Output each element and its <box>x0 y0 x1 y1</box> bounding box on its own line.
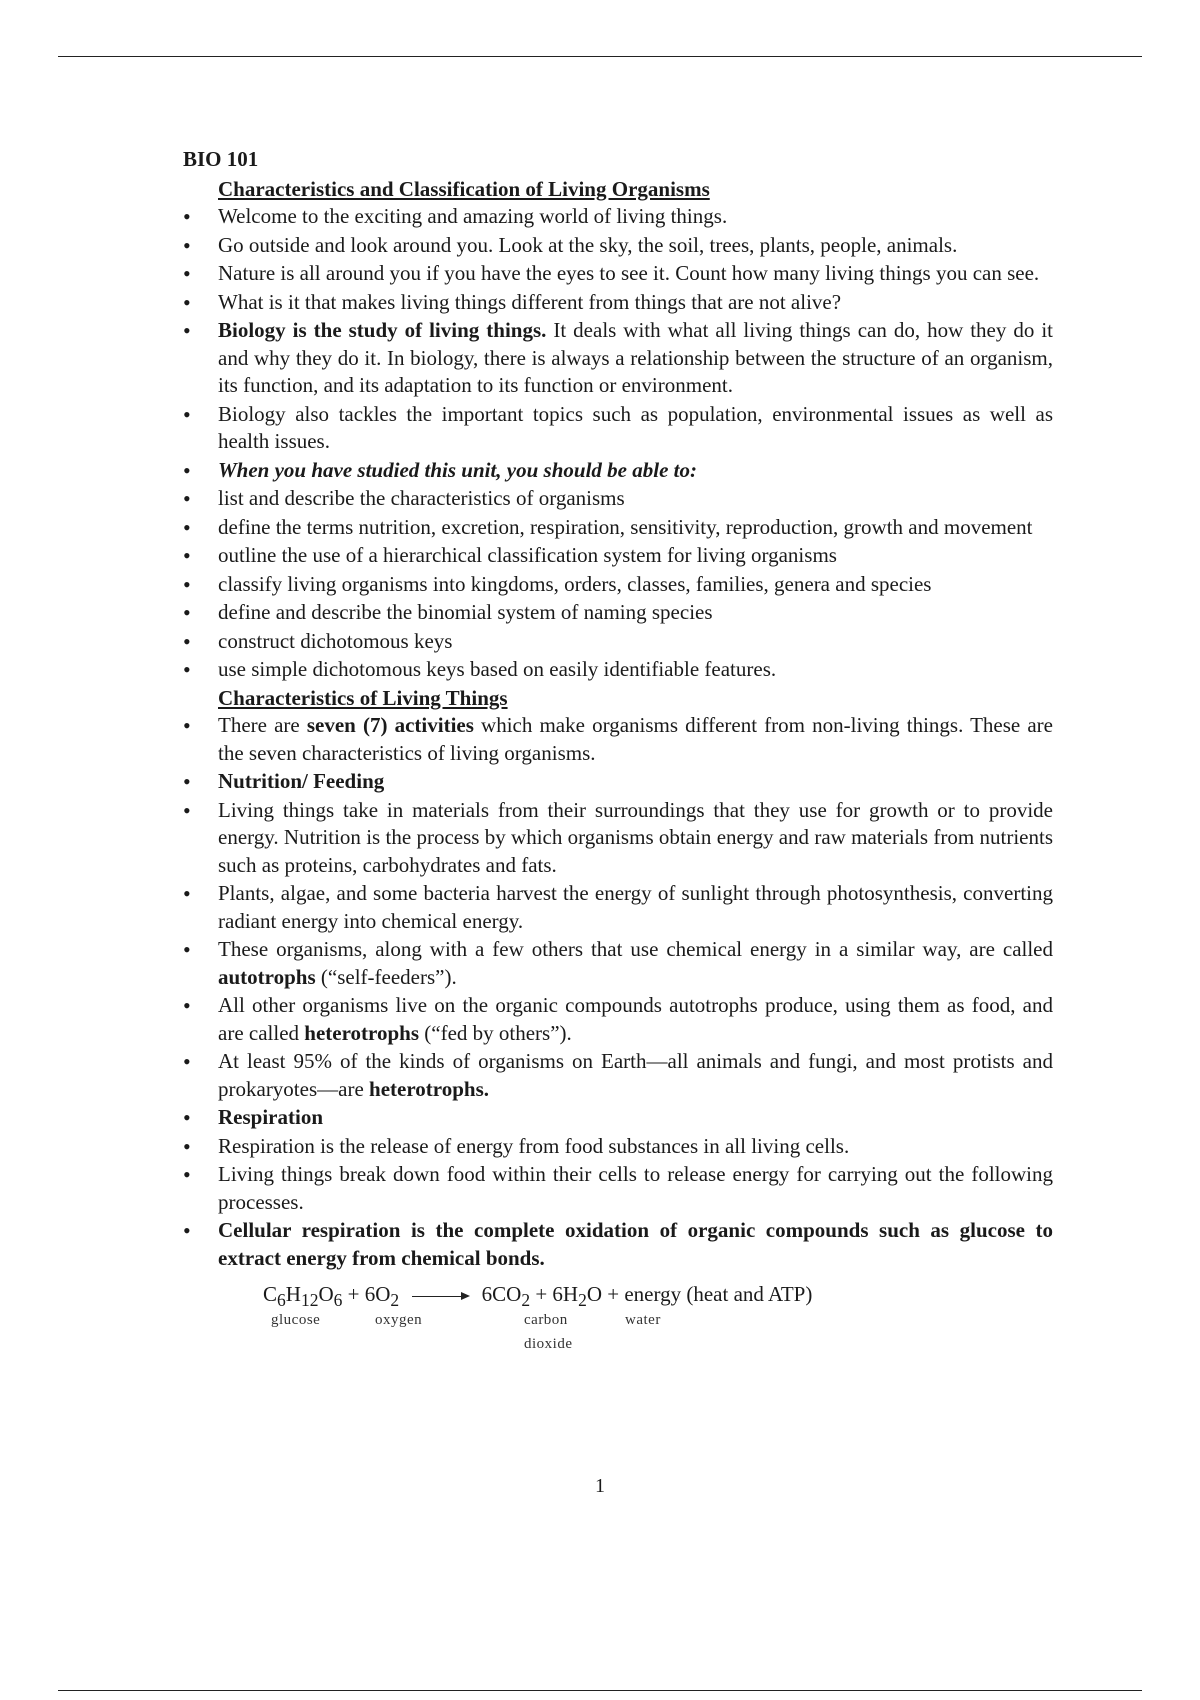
list-item: • Living things break down food within their cells to release energy for carrying out the following processes. <box>183 1161 1053 1216</box>
energy-text: energy (heat and ATP) <box>624 1282 813 1306</box>
oxygen-formula: $6O_2$ <box>364 1282 400 1311</box>
document-body <box>183 146 1053 1362</box>
list-item <box>183 768 1053 796</box>
co2-formula: $6CO_2$ <box>481 1282 531 1311</box>
bottom-rule <box>58 1690 1142 1691</box>
plus-sign: + <box>535 1282 548 1306</box>
label-oxygen: oxygen <box>375 1312 423 1328</box>
objective-item: • define the terms nutrition, excretion, respiration, sensitivity, reproduction, growth and movement <box>183 514 1053 542</box>
glucose-formula: $C_6H_{12}O_6$ <box>263 1282 343 1311</box>
biology-definition-bold: Biology is the study of living things. <box>218 318 547 342</box>
plus-sign: + <box>607 1282 620 1306</box>
label-carbon: carbon <box>524 1312 568 1328</box>
seven-bold: seven (7) activities <box>306 713 474 737</box>
top-rule <box>58 56 1142 57</box>
list-item: • Welcome to the exciting and amazing world of living things. <box>183 203 1053 231</box>
biology-definition-text: It deals with what all living things can do, how they do it and why they do it. In biology, there is always a relationship between the structure of an organism, its function, and its adaptation to its function or environment. <box>218 318 1054 397</box>
label-water: water <box>625 1312 661 1328</box>
nutrition-heading: Nutrition/ Feeding <box>218 769 385 793</box>
heterotroph-bold: heterotrophs <box>304 1020 420 1045</box>
heterotroph-post: (“fed by others”). <box>419 1020 572 1045</box>
list-item: • What is it that makes living things different from things that are not alive? <box>183 289 1053 317</box>
list-item: • Respiration is the release of energy from food substances in all living cells. <box>183 1133 1053 1161</box>
list-item: • Living things take in materials from their surroundings that they use for growth or to provide energy. Nutrition is the process by which organisms obtain energy and raw materials from nutrients such as proteins, carbohydrates and fats. <box>183 797 1053 880</box>
list-item <box>183 712 1053 767</box>
characteristics-list <box>183 712 1053 1272</box>
list-item: • Biology also tackles the important topics such as population, environmental issues as well as health issues. <box>183 401 1053 456</box>
list-item <box>183 317 1053 400</box>
reaction-arrow-icon <box>412 1296 468 1297</box>
cellular-respiration-definition: Cellular respiration is the complete oxidation of organic compounds such as glucose to extract energy from chemical bonds. <box>218 1218 1053 1270</box>
autotroph-post: (“self-feeders”). <box>315 964 457 989</box>
objective-item: • outline the use of a hierarchical classification system for living organisms <box>183 542 1053 570</box>
list-item <box>183 1048 1053 1103</box>
at-least-bold: heterotrophs. <box>369 1076 490 1101</box>
objective-item: • classify living organisms into kingdoms, orders, classes, families, genera and species <box>183 571 1053 599</box>
section-heading-characteristics-living-things: Characteristics of Living Things <box>218 685 508 710</box>
list-item: • Plants, algae, and some bacteria harvest the energy of sunlight through photosynthesis, converting radiant energy into chemical energy. <box>183 880 1053 935</box>
label-glucose: glucose <box>271 1312 321 1328</box>
objective-item: • construct dichotomous keys <box>183 628 1053 656</box>
autotroph-bold: autotrophs <box>218 964 316 989</box>
list-item: • Nature is all around you if you have the eyes to see it. Count how many living things you can see. <box>183 260 1053 288</box>
autotroph-pre: These organisms, along with a few others that use chemical energy in a similar way, are called <box>218 937 1053 961</box>
page-number: 1 <box>595 1475 605 1497</box>
seven-pre: There are <box>218 713 307 737</box>
objective-item: • use simple dichotomous keys based on easily identifiable features. <box>183 656 1053 684</box>
objective-item: • define and describe the binomial system of naming species <box>183 599 1053 627</box>
water-formula: $6H_2O$ <box>552 1282 602 1311</box>
objectives-heading: When you have studied this unit, you should be able to: <box>218 457 697 482</box>
respiration-heading: Respiration <box>218 1105 323 1129</box>
section-heading-characteristics-classification: Characteristics and Classification of Living Organisms <box>218 176 710 201</box>
intro-list <box>183 203 1053 684</box>
plus-sign: + <box>347 1282 360 1306</box>
list-item <box>183 936 1053 991</box>
at-least-pre: At least 95% of the kinds of organisms on Earth—all animals and fungi, and most protists and prokaryotes—are <box>218 1049 1053 1101</box>
respiration-equation <box>263 1282 1053 1362</box>
list-item: • Go outside and look around you. Look at the sky, the soil, trees, plants, people, animals. <box>183 232 1053 260</box>
objective-item: • list and describe the characteristics of organisms <box>183 485 1053 513</box>
list-item <box>183 457 1053 485</box>
seven-post: which make organisms different from non-living things. These are the seven characteristics of living organisms. <box>218 713 1053 765</box>
list-item <box>183 992 1053 1047</box>
heterotroph-pre: All other organisms live on the organic compounds autotrophs produce, using them as food, and are called <box>218 993 1053 1045</box>
list-item <box>183 1104 1053 1132</box>
label-dioxide: dioxide <box>524 1336 573 1352</box>
list-item <box>183 1217 1053 1272</box>
course-code: BIO 101 <box>183 147 259 171</box>
